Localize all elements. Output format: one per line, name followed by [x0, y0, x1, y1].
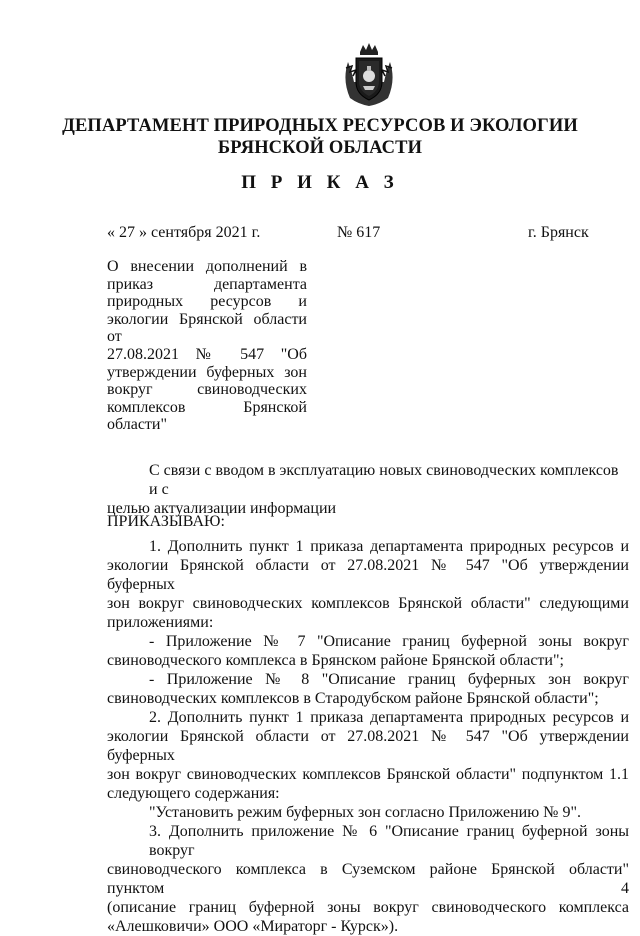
- item-line: (описание границ буферной зоны вокруг свиноводческого комплекса: [107, 899, 629, 916]
- subject-line: О внесении дополнений в: [107, 258, 307, 275]
- order-number: № 617: [337, 224, 381, 241]
- item-line: - Приложение № 8 "Описание границ буферных зон вокруг: [149, 671, 629, 688]
- order-date: « 27 » сентября 2021 г.: [107, 224, 261, 241]
- item-line: свиноводческого комплекса в Брянском районе Брянской области";: [107, 652, 564, 669]
- item-line: - Приложение № 7 "Описание границ буферной зоны вокруг: [149, 633, 629, 650]
- subject-line: области": [107, 416, 168, 434]
- item-line: 3. Дополнить приложение № 6 "Описание границ буферной зоны вокруг: [149, 823, 629, 859]
- item-line: «Алешковичи» ООО «Мираторг - Курск»).: [107, 918, 399, 935]
- subject-line: приказ департамента: [107, 275, 307, 293]
- department-name-line2: БРЯНСКОЙ ОБЛАСТИ: [217, 138, 423, 158]
- item-line: 2. Дополнить пункт 1 приказа департамента природных ресурсов и: [149, 709, 629, 726]
- subject-line: вокруг свиноводческих: [107, 381, 307, 399]
- item-line: экологии Брянской области от 27.08.2021 № 547 "Об утверждении буферных: [107, 557, 629, 593]
- subject-line: комплексов Брянской: [107, 398, 307, 416]
- item-line: экологии Брянской области от 27.08.2021 № 547 "Об утверждении буферных: [107, 728, 629, 764]
- subject-line: природных ресурсов и: [107, 293, 307, 311]
- subject-line: 27.08.2021 № 547 "Об: [107, 345, 307, 363]
- item-line: 1. Дополнить пункт 1 приказа департамента природных ресурсов и: [149, 538, 629, 555]
- department-name-line1: ДЕПАРТАМЕНТ ПРИРОДНЫХ РЕСУРСОВ И ЭКОЛОГИИ: [62, 116, 578, 136]
- preamble-paragraph: [107, 461, 629, 518]
- item-line: свиноводческого комплекса в Суземском районе Брянской области" пунктом 4: [107, 861, 629, 897]
- subject-line: экологии Брянской области от: [107, 310, 307, 346]
- order-keyword: ПРИКАЗЫВАЮ:: [107, 513, 225, 530]
- order-items: [107, 537, 629, 936]
- document-type-title: П Р И К А З: [241, 172, 399, 193]
- item-line: приложениями:: [107, 614, 214, 631]
- order-subject: [107, 258, 307, 434]
- coat-of-arms-icon: [340, 42, 398, 108]
- item-line: следующего содержания:: [107, 785, 280, 802]
- preamble-line: целью актуализации информации: [107, 500, 337, 517]
- preamble-line: С связи с вводом в эксплуатацию новых свиноводческих комплексов и с: [149, 462, 619, 498]
- item-line: зон вокруг свиноводческих комплексов Брянской области" подпунктом 1.1: [107, 766, 629, 783]
- order-city: г. Брянск: [528, 224, 589, 241]
- item-line: "Установить режим буферных зон согласно Приложению № 9".: [149, 804, 581, 821]
- subject-line: утверждении буферных зон: [107, 363, 307, 381]
- item-line: свиноводческих комплексов в Стародубском районе Брянской области";: [107, 690, 599, 707]
- item-line: зон вокруг свиноводческих комплексов Брянской области" следующими: [107, 595, 629, 612]
